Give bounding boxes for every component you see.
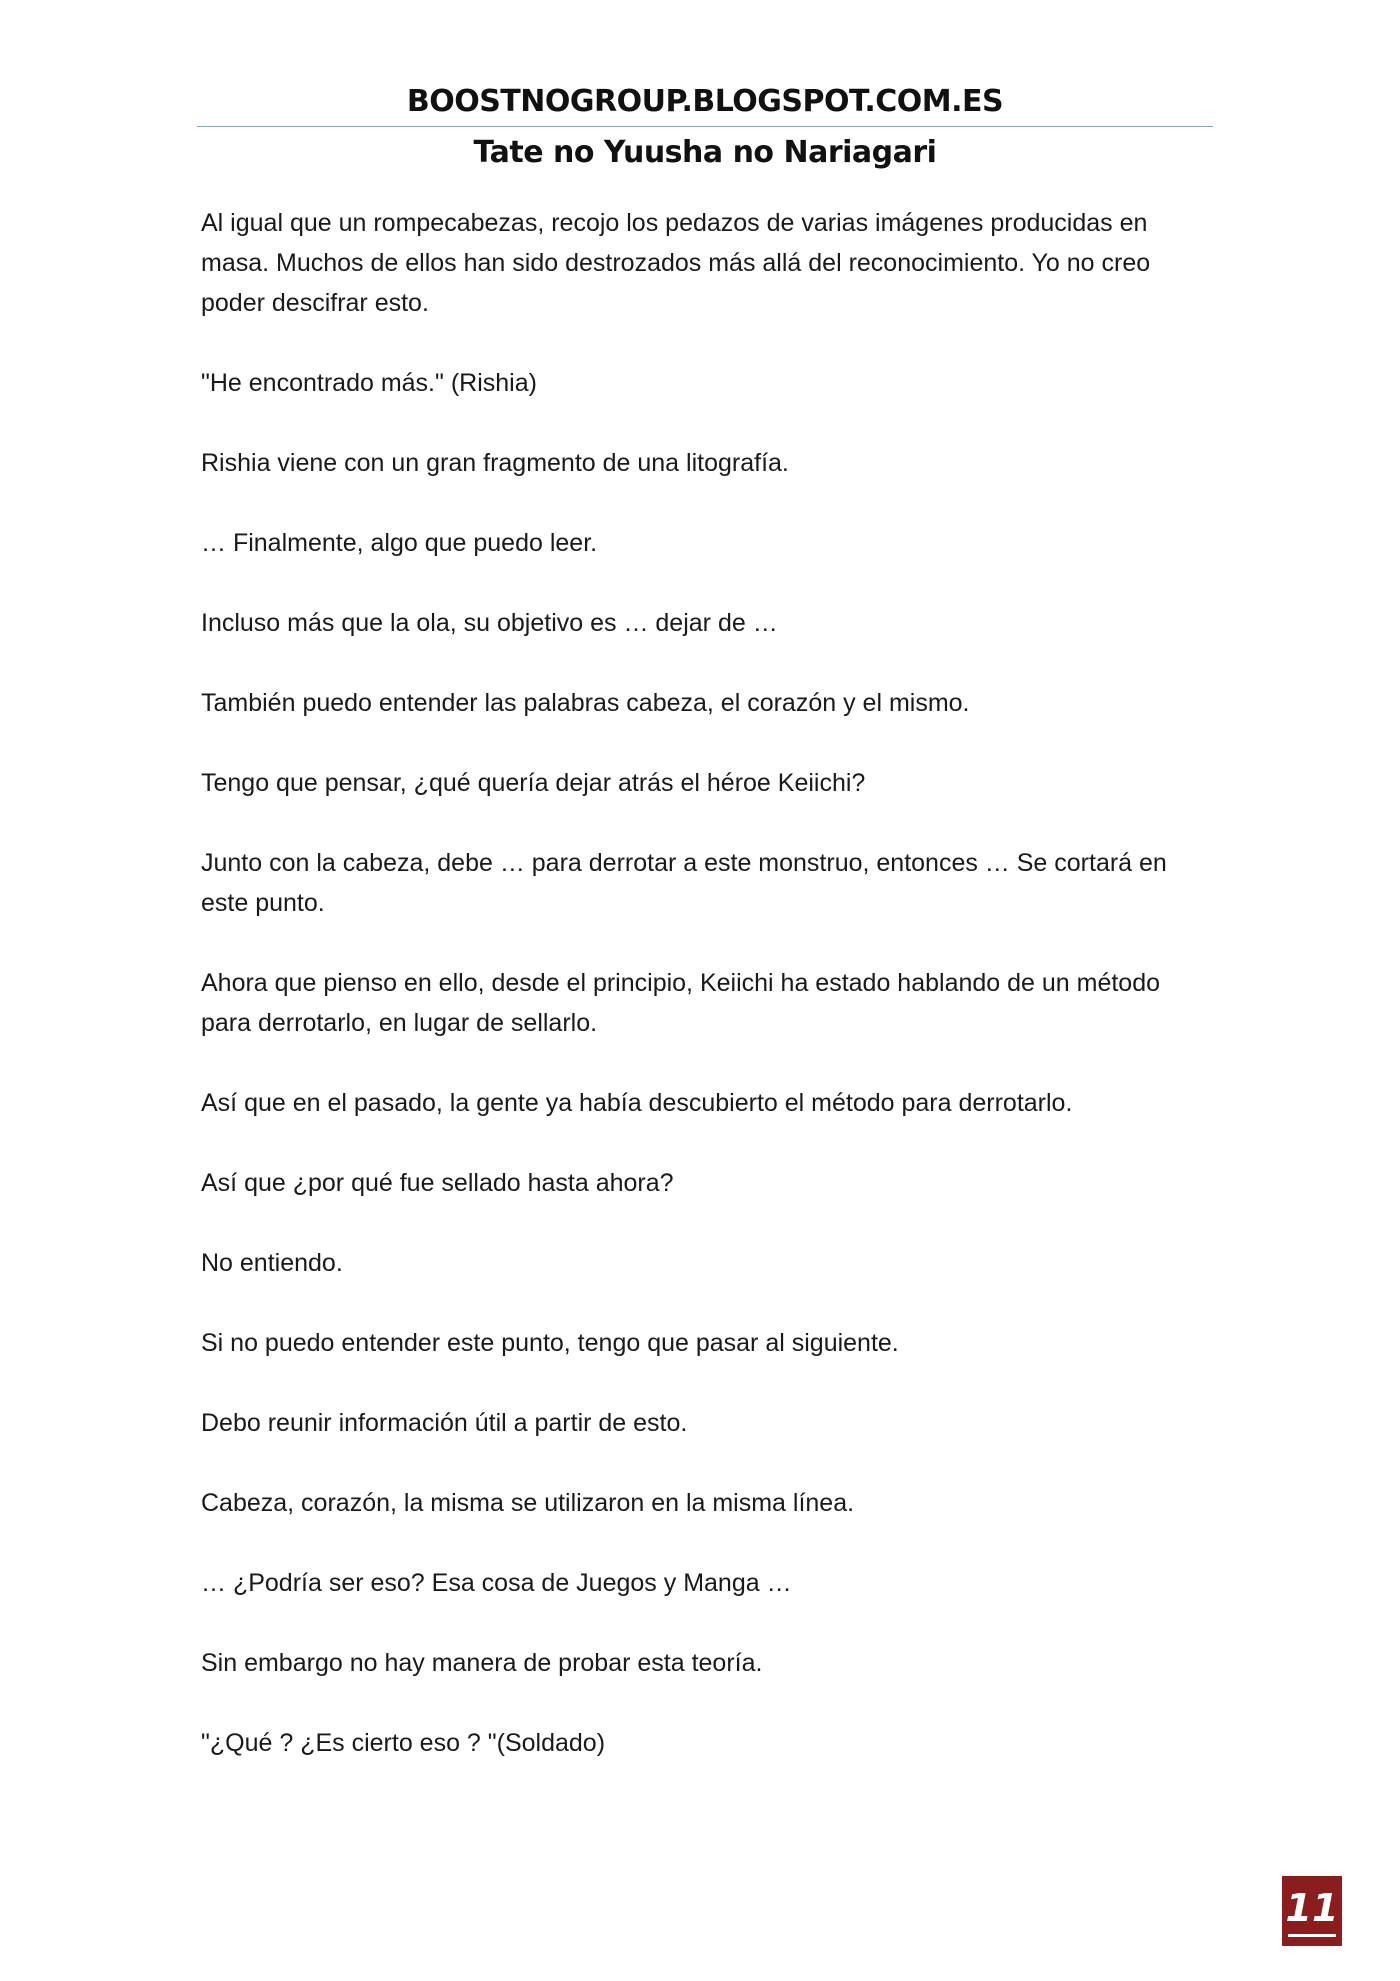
- paragraph: Tengo que pensar, ¿qué quería dejar atrás el héroe Keiichi?: [201, 769, 866, 797]
- paragraph: Debo reunir información útil a partir de esto.: [201, 1409, 688, 1437]
- paragraph: Rishia viene con un gran fragmento de una litografía.: [201, 449, 789, 477]
- paragraph: No entiendo.: [201, 1249, 343, 1277]
- body-text: [201, 203, 1211, 1803]
- page-number: 11: [1285, 1886, 1339, 1930]
- page-header: [197, 82, 1213, 173]
- page-number-badge: [1282, 1876, 1342, 1946]
- book-title: Tate no Yuusha no Nariagari: [473, 135, 937, 170]
- paragraph: Sin embargo no hay manera de probar esta teoría.: [201, 1649, 763, 1677]
- page-number-underline: [1288, 1934, 1336, 1937]
- paragraph: Ahora que pienso en ello, desde el principio, Keiichi ha estado hablando de un método para derrotarlo, en lugar de sellarlo.: [201, 969, 1161, 1037]
- paragraph: Al igual que un rompecabezas, recojo los pedazos de varias imágenes producidas en masa. Muchos de ellos han sido destrozados más allá del reconocimiento. Yo no creo poder descifrar esto.: [201, 209, 1151, 317]
- header-divider: [197, 126, 1213, 127]
- paragraph: Cabeza, corazón, la misma se utilizaron en la misma línea.: [201, 1489, 855, 1517]
- paragraph: También puedo entender las palabras cabeza, el corazón y el mismo.: [201, 689, 970, 717]
- paragraph: Si no puedo entender este punto, tengo que pasar al siguiente.: [201, 1329, 899, 1357]
- paragraph: … ¿Podría ser eso? Esa cosa de Juegos y Manga …: [201, 1569, 792, 1597]
- paragraph: … Finalmente, algo que puedo leer.: [201, 529, 598, 557]
- site-name: BOOSTNOGROUP.BLOGSPOT.COM.ES: [406, 84, 1004, 119]
- paragraph: Así que ¿por qué fue sellado hasta ahora?: [201, 1169, 674, 1197]
- paragraph: "He encontrado más." (Rishia): [201, 369, 537, 397]
- paragraph: "¿Qué ? ¿Es cierto eso ? "(Soldado): [201, 1729, 606, 1757]
- paragraph: Así que en el pasado, la gente ya había descubierto el método para derrotarlo.: [201, 1089, 1073, 1117]
- paragraph: Junto con la cabeza, debe … para derrotar a este monstruo, entonces … Se cortará en este punto.: [201, 849, 1167, 917]
- paragraph: Incluso más que la ola, su objetivo es … dejar de …: [201, 609, 778, 637]
